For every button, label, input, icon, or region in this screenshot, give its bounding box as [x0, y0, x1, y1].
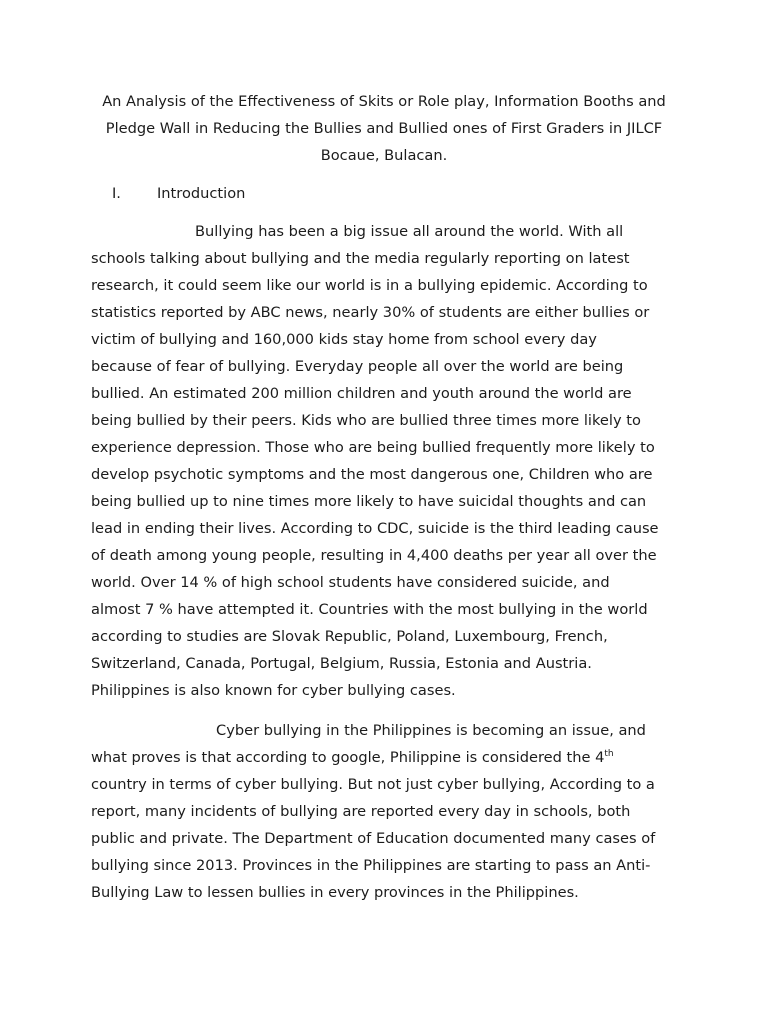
title-line: Pledge Wall in Reducing the Bullies and Bullied ones of First Graders in JILCF [105, 120, 663, 137]
paragraph-line: schools talking about bullying and the media regularly reporting on latest [91, 250, 630, 267]
section-title: Introduction [157, 185, 246, 202]
paragraph-line: victim of bullying and 160,000 kids stay home from school every day [91, 331, 597, 348]
paragraph-line: bullied. An estimated 200 million children and youth around the world are [91, 385, 632, 402]
paragraph-line: public and private. The Department of Education documented many cases of [91, 830, 656, 847]
paragraph-line: research, it could seem like our world is in a bullying epidemic. According to [91, 277, 648, 294]
paragraph-line: Bullying Law to lessen bullies in every provinces in the Philippines. [91, 884, 579, 901]
paragraph-line: being bullied by their peers. Kids who are bullied three times more likely to [91, 412, 641, 429]
paragraph-line: world. Over 14 % of high school students have considered suicide, and [91, 574, 610, 591]
title-line: Bocaue, Bulacan. [320, 147, 448, 164]
paragraph-line: of death among young people, resulting in 4,400 deaths per year all over the [91, 547, 657, 564]
ordinal-superscript: th [604, 749, 614, 759]
paragraph-line: Switzerland, Canada, Portugal, Belgium, Russia, Estonia and Austria. [91, 655, 592, 672]
section-heading [112, 180, 412, 207]
paragraph-line: almost 7 % have attempted it. Countries with the most bullying in the world [91, 601, 648, 618]
paragraph-line [91, 744, 691, 771]
paragraph-line: country in terms of cyber bullying. But not just cyber bullying, According to a [91, 776, 655, 793]
paragraph-line: lead in ending their lives. According to CDC, suicide is the third leading cause [91, 520, 659, 537]
paragraph [91, 218, 691, 704]
paragraph-line: develop psychotic symptoms and the most dangerous one, Children who are [91, 466, 653, 483]
paragraph-line: Bullying has been a big issue all around the world. With all [195, 223, 624, 240]
paragraph-line: experience depression. Those who are being bullied frequently more likely to [91, 439, 655, 456]
document-title [0, 88, 768, 169]
section-number: I. [112, 185, 121, 202]
paragraph-line: Cyber bullying in the Philippines is becoming an issue, and [216, 722, 646, 739]
paragraph-line: Philippines is also known for cyber bullying cases. [91, 682, 456, 699]
paragraph-line: statistics reported by ABC news, nearly 30% of students are either bullies or [91, 304, 650, 321]
title-line: An Analysis of the Effectiveness of Skits or Role play, Information Booths and [102, 93, 666, 110]
paragraph-line: because of fear of bullying. Everyday people all over the world are being [91, 358, 624, 375]
paragraph-line-text: what proves is that according to google, Philippine is considered the 4 [91, 749, 605, 766]
paragraph-line: bullying since 2013. Provinces in the Philippines are starting to pass an Anti- [91, 857, 651, 874]
paragraph [91, 717, 691, 906]
paragraph-line: according to studies are Slovak Republic, Poland, Luxembourg, French, [91, 628, 608, 645]
paragraph-line: report, many incidents of bullying are reported every day in schools, both [91, 803, 631, 820]
paragraph-line: being bullied up to nine times more likely to have suicidal thoughts and can [91, 493, 647, 510]
